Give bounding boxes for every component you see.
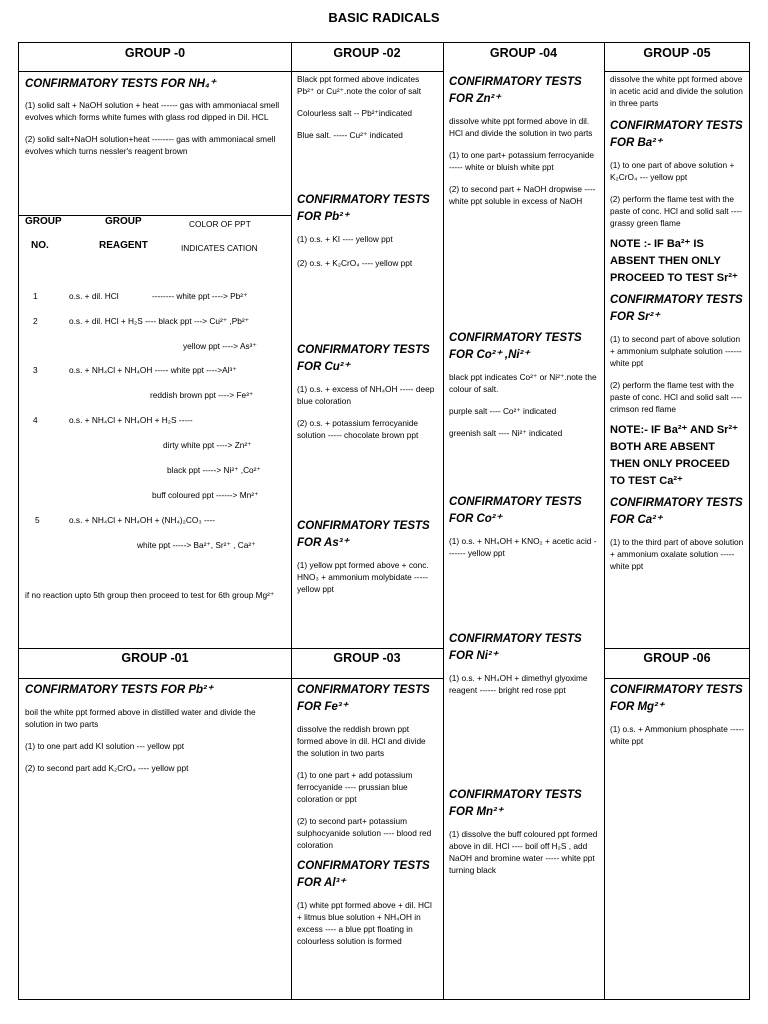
cu-test-title: CONFIRMATORY TESTS FOR Cu²⁺ (297, 344, 430, 373)
co-ni-intro: black ppt indicates Co²⁺ or Ni²⁺.note the colour of salt. (449, 372, 597, 394)
ni-tests (443, 631, 604, 696)
ni-test-title: CONFIRMATORY TESTS FOR Ni²⁺ (449, 633, 582, 662)
page-title: BASIC RADICALS (328, 10, 440, 25)
group-05-content (604, 73, 750, 572)
ca-test-title: CONFIRMATORY TESTS FOR Ca²⁺ (610, 497, 743, 526)
zn-test-intro: dissolve white ppt formed above in dil. HCl and divide the solution in two parts (449, 116, 593, 138)
as-tests (291, 518, 443, 595)
group-reagent: o.s. + NH₄Cl + NH₄OH + H₂S ----- (69, 415, 193, 425)
co-ni-test-title: CONFIRMATORY TESTS FOR Co²⁺ ,Ni²⁺ (449, 332, 582, 361)
row-divider (604, 678, 750, 679)
colourless-salt-note: Colourless salt -- Pb²⁺indicated (297, 108, 413, 118)
group-01-test-1: (1) to one part add KI solution --- yellow ppt (25, 741, 185, 751)
col-header-reagent: REAGENT (99, 240, 148, 251)
group-01-intro: boil the white ppt formed above in distilled water and divide the solution in two parts (25, 707, 256, 729)
col-header-color: COLOR OF PPT (189, 219, 251, 229)
col-header-no: NO. (31, 240, 49, 251)
ba-test-title: CONFIRMATORY TESTS FOR Ba²⁺ (610, 120, 743, 149)
group-04-header: GROUP -04 (489, 46, 558, 60)
fe-test-1: (1) to one part + add potassium ferrocyanide ---- prussian blue coloration or ppt (297, 770, 413, 804)
ba-test-1: (1) to one part of above solution + K₂CrO₄ --- yellow ppt (610, 160, 735, 182)
fe-test-title: CONFIRMATORY TESTS FOR Fe³⁺ (297, 684, 430, 713)
pb-test-2: (2) o.s. + K₂CrO₄ ---- yellow ppt (297, 258, 413, 268)
nh4-test-1: (1) solid salt + NaOH solution + heat ------ gas with ammoniacal smell evolves which forms white fumes with glass rod dipped in Dil. HCL (25, 100, 280, 122)
group-result: white ppt -----> Ba²⁺, Sr²⁺ , Ca²⁺ (137, 540, 256, 550)
zn-test-1: (1) to one part+ potassium ferrocyanide ----- white or bluish white ppt (449, 150, 595, 172)
row-divider (604, 71, 750, 72)
fe-test-intro: dissolve the reddish brown ppt formed above in dil. HCl and divide the solution in two parts (297, 724, 426, 758)
mn-test-1: (1) dissolve the buff coloured ppt formed above in dil. HCl ---- boil off H₂S , add NaOH and bromine water ----- white ppt turning black (449, 829, 598, 875)
group-01-content (19, 682, 291, 774)
row-divider (604, 648, 750, 649)
group-06-content (604, 682, 750, 747)
group-03-content (291, 682, 443, 947)
group-0-nh4-tests (19, 76, 291, 157)
group-number: 3 (33, 365, 38, 375)
group-reagent: o.s. + dil. HCl (69, 291, 119, 301)
row-divider (19, 678, 443, 679)
group-table-footer: if no reaction upto 5th group then proceed to test for 6th group Mg²⁺ (25, 590, 275, 600)
ba-test-2: (2) perform the flame test with the paste of conc. HCl and solid salt ---- grassy green flame (610, 194, 742, 228)
cu-test-1: (1) o.s. + excess of NH₄OH ----- deep blue coloration (297, 384, 435, 406)
group-05-intro: dissolve the white ppt formed above in acetic acid and divide the solution in three parts (610, 74, 743, 108)
sr-test-1: (1) to second part of above solution + ammonium sulphate solution ------ white ppt (610, 334, 742, 368)
sr-test-2: (2) perform the flame test with the paste of conc. HCl and solid salt ---- crimson red flame (610, 380, 742, 414)
group-result: buff coloured ppt ------> Mn²⁺ (152, 490, 259, 500)
group-reagent: o.s. + NH₄Cl + NH₄OH ----- white ppt ---->Al³⁺ (69, 365, 237, 375)
zn-tests (443, 74, 604, 207)
group-05-header: GROUP -05 (643, 46, 711, 60)
pb-test-1: (1) o.s. + KI ---- yellow ppt (297, 234, 393, 244)
zn-test-title: CONFIRMATORY TESTS FOR Zn²⁺ (449, 76, 582, 105)
co-test-1: (1) o.s. + NH₄OH + KNO₂ + acetic acid ------- yellow ppt (449, 536, 597, 558)
purple-salt-note: purple salt ---- Co²⁺ indicated (449, 406, 557, 416)
col-header-group-2: GROUP (105, 216, 142, 227)
group-01-header: GROUP -01 (121, 651, 189, 665)
blue-salt-note: Blue salt. ----- Cu²⁺ indicated (297, 130, 403, 140)
group-02-intro: Black ppt formed above indicates Pb²⁺ or Cu²⁺.note the color of salt (297, 74, 422, 96)
mg-test-title: CONFIRMATORY TESTS FOR Mg²⁺ (610, 684, 743, 713)
ca-test-1: (1) to the third part of above solution + ammonium oxalate solution ----- white ppt (610, 537, 744, 571)
pb-test-title: CONFIRMATORY TESTS FOR Pb²⁺ (297, 194, 430, 223)
ni-test-1: (1) o.s. + NH₄OH + dimethyl glyoxime reagent ------ bright red rose ppt (449, 673, 588, 695)
group-03-header: GROUP -03 (333, 651, 401, 665)
ba-absent-note: NOTE :- IF Ba²⁺ IS ABSENT THEN ONLY PROCEED TO TEST Sr²⁺ (610, 238, 738, 284)
co-test-title: CONFIRMATORY TESTS FOR Co²⁺ (449, 496, 582, 525)
group-01-test-2: (2) to second part add K₂CrO₄ ---- yellow ppt (25, 763, 189, 773)
group-02-header: GROUP -02 (333, 46, 401, 60)
ba-sr-absent-note: NOTE:- IF Ba²⁺ AND Sr²⁺ BOTH ARE ABSENT THEN ONLY PROCEED TO TEST Ca²⁺ (610, 424, 738, 487)
co-tests (443, 494, 604, 559)
mg-test-1: (1) o.s. + Ammonium phosphate ----- white ppt (610, 724, 744, 746)
pb-tests (291, 192, 443, 269)
cu-tests (291, 342, 443, 441)
greenish-salt-note: greenish salt ---- Ni²⁺ indicated (449, 428, 563, 438)
group-reagent: o.s. + NH₄Cl + NH₄OH + (NH₄)₂CO₃ ---- (69, 515, 216, 525)
group-result: yellow ppt ----> As³⁺ (183, 341, 257, 351)
radicals-table (18, 42, 750, 1000)
sr-test-title: CONFIRMATORY TESTS FOR Sr²⁺ (610, 294, 743, 323)
group-02-content (291, 73, 443, 141)
al-test-title: CONFIRMATORY TESTS FOR Al³⁺ (297, 860, 430, 889)
row-divider (19, 71, 443, 72)
group-result: black ppt -----> Ni²⁺ ,Co²⁺ (167, 465, 261, 475)
group-01-pb-title: CONFIRMATORY TESTS FOR Pb²⁺ (25, 684, 213, 696)
co-ni-tests (443, 330, 604, 439)
al-test-1: (1) white ppt formed above + dil. HCl + litmus blue solution + NH₄OH in excess ---- a blue ppt floating in colourless solution is formed (297, 900, 432, 946)
group-number: 2 (33, 316, 38, 326)
group-reagent: o.s. + dil. HCl + H₂S ---- black ppt ---> Cu²⁺ ,Pb²⁺ (69, 316, 250, 326)
group-0-header: GROUP -0 (124, 46, 186, 60)
nh4-test-2: (2) solid salt+NaOH solution+heat -------- gas with ammoniacal smell evolves which turns nessler's reagent brown (25, 134, 276, 156)
group-result: -------- white ppt ----> Pb²⁺ (152, 291, 248, 301)
group-result: dirty white ppt ----> Zn²⁺ (163, 440, 252, 450)
group-result: reddish brown ppt ----> Fe³⁺ (150, 390, 254, 400)
fe-test-2: (2) to second part+ potassium sulphocyanide solution ---- blood red coloration (297, 816, 432, 850)
group-number: 1 (33, 291, 38, 301)
cu-test-2: (2) o.s. + potassium ferrocyanide solution ----- chocolate brown ppt (297, 418, 419, 440)
zn-test-2: (2) to second part + NaOH dropwise ---- white ppt soluble in excess of NaOH (449, 184, 596, 206)
mn-tests (443, 787, 604, 876)
mn-test-title: CONFIRMATORY TESTS FOR Mn²⁺ (449, 789, 582, 818)
as-test-title: CONFIRMATORY TESTS FOR As³⁺ (297, 520, 430, 549)
nh4-test-title: CONFIRMATORY TESTS FOR NH₄⁺ (25, 78, 216, 90)
row-divider (19, 648, 443, 649)
col-header-group: GROUP (25, 216, 62, 227)
group-06-header: GROUP -06 (643, 651, 711, 665)
as-test-1: (1) yellow ppt formed above + conc. HNO₃ + ammonium molybidate ----- yellow ppt (297, 560, 429, 594)
col-header-indicates: INDICATES CATION (181, 243, 258, 253)
group-number: 4 (33, 415, 38, 425)
group-number: 5 (35, 515, 40, 525)
